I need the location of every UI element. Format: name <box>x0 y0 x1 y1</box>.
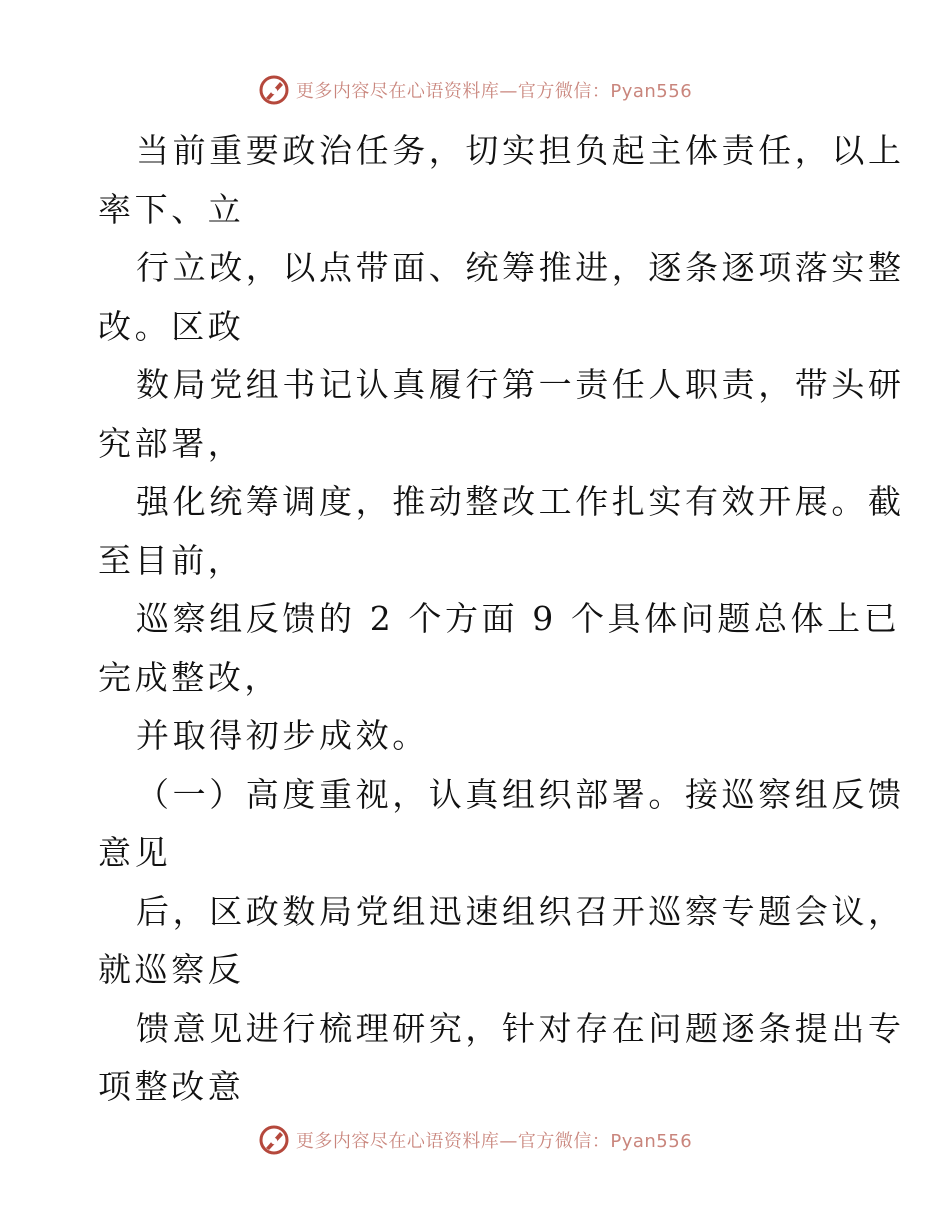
text-line-6: 究部署， <box>98 423 245 463</box>
text-line-2: 率下、立 <box>98 189 245 229</box>
quill-seal-icon <box>258 74 290 106</box>
header-watermark-text: 更多内容尽在心语资料库—官方微信：Pyan556 <box>295 81 693 102</box>
text-line-10: 完成整改， <box>98 657 281 697</box>
text-line-17: 项整改意 <box>98 1067 245 1106</box>
text-line-4: 改。区政 <box>98 306 245 346</box>
text-line-15: 就巡察反 <box>98 950 245 989</box>
text-line-16: 馈意见进行梳理研究，针对存在问题逐条提出专 <box>136 1008 905 1048</box>
text-line-8: 至目前， <box>98 540 245 580</box>
text-line-7: 强化统筹调度，推动整改工作扎实有效开展。截 <box>136 482 905 521</box>
footer-watermark <box>0 1120 950 1160</box>
text-line-1: 当前重要政治任务，切实担负起主体责任，以上 <box>136 131 905 170</box>
quill-seal-icon <box>258 1124 290 1156</box>
text-line-3: 行立改，以点带面、统筹推进，逐条逐项落实整 <box>136 248 905 287</box>
text-line-5: 数局党组书记认真履行第一责任人职责，带头研 <box>136 365 905 404</box>
text-line-12: （一）高度重视，认真组织部署。接巡察组反馈 <box>136 774 905 814</box>
text-line-11: 并取得初步成效。 <box>136 716 429 755</box>
text-line-9: 巡察组反馈的 2 个方面 9 个具体问题总体上已 <box>136 599 901 638</box>
document-body <box>98 122 905 1117</box>
text-line-14: 后，区政数局党组迅速组织召开巡察专题会议， <box>136 891 905 931</box>
footer-watermark-text: 更多内容尽在心语资料库—官方微信：Pyan556 <box>295 1131 693 1152</box>
text-line-13: 意见 <box>98 833 172 872</box>
header-watermark <box>0 70 950 110</box>
